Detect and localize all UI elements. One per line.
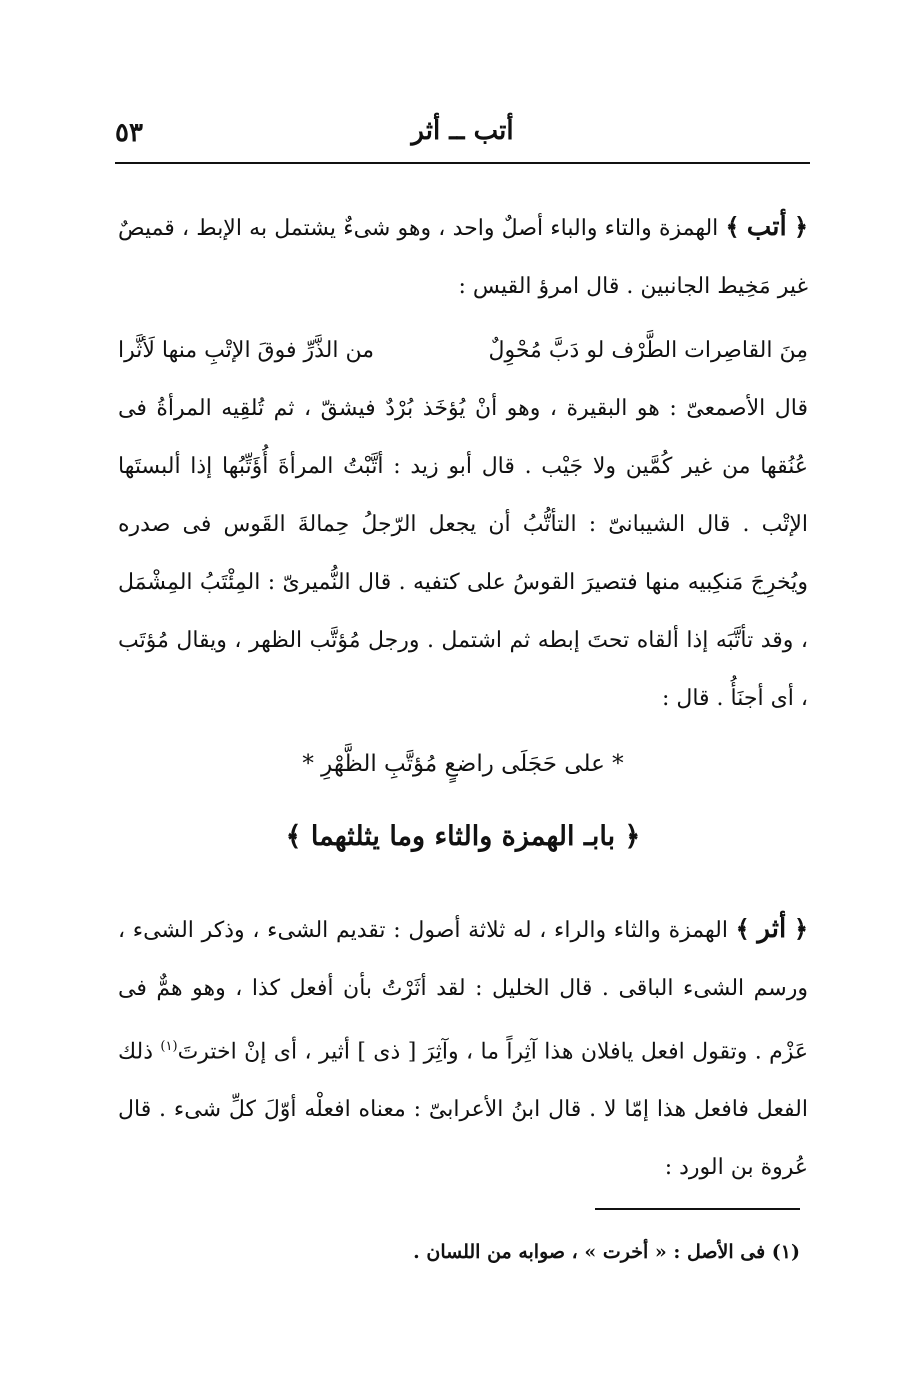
entry-athr: [118, 900, 808, 1197]
page-number: ٥٣: [115, 118, 143, 148]
running-title: أتب ــ أثر: [411, 116, 514, 146]
entry-atb-continuation: قال الأصمعىّ : هو البقيرة ، وهو أنْ يُؤخَذ بُرْدٌ فيشقّ ، ثم تُلقِيه المرأةُ فى عُنُقها من غير كُمَّين ولا جَيْب . قال أبو زيد : أتَّبْتُ المرأةَ أُؤَتِّبُها إذا ألبستَها الإتْب . قال الشيبانىّ : التأتُّبُ أن يجعل الرّجلُ حِمالةَ القَوس فى صدره ويُخرِجَ مَنكِبيه منها فتصيرَ القوسُ على كتفيه . قال النُّميرىّ : المِئْتَبُ المِشْمَل ، وقد تأتَّبَه إذا ألقاه تحتَ إبطه ثم اشتمل . ورجل مُؤتَّب الظهر ، ويقال مُؤتَب ، أى أجنَأُ . قال :: [118, 396, 808, 711]
close-bracket: ﴾: [725, 212, 740, 241]
close-bracket: ﴾: [735, 914, 750, 943]
entry-athr-text-part2: ذلك الفعل فافعل هذا إمّا لا . قال ابنُ الأعرابىّ : معناه افعلْه أوّلَ كلِّ شىء . قال عُروة بن الورد :: [118, 1039, 808, 1181]
verse-second-hemistich: من الذَّرِّ فوقَ الإتْبِ منها لَأثَّرا: [118, 338, 375, 363]
entry-atb-intro: [118, 198, 808, 316]
footnote: (١) فى الأصل : « أخرت » ، صوابه من اللسان .: [413, 1241, 800, 1263]
open-bracket: ﴿: [793, 212, 809, 241]
footnote-rule: [595, 1208, 800, 1210]
quoted-hemistich: * على حَجَلَى راضعٍ مُؤتَّبِ الظَّهْرِ *: [302, 751, 624, 777]
verse-first-hemistich: مِنَ القاصِرات الطَّرْف لو دَبَّ مُحْوِلٌ: [488, 338, 808, 363]
footnote-reference: (١): [160, 1039, 178, 1054]
section-heading: ﴿ بابـ الهمزة والثاء وما يثلثهما ﴾: [285, 821, 641, 852]
entry-atb-intro-text: الهمزة والتاء والباء أصلٌ واحد ، وهو شىءٌ يشتمل به الإبط ، قميصٌ غير مَخِيط الجانبين . قال امرؤ القيس :: [118, 216, 808, 299]
page-header: [115, 112, 810, 160]
entry-athr-text-part1: الهمزة والثاء والراء ، له ثلاثة أصول : تقديم الشىء ، وذكر الشىء ، ورسم الشىء الباقى . قال الخليل : لقد أثَرْتُ بأن أفعل كذا ، وهو همٌّ فى عَزْم . وتقول افعل يافلان هذا آثِراً ما ، وآثِرَ [ ذى ] أثير ، أى إنْ اخترتَ: [118, 918, 808, 1065]
headword-atb: أتب: [746, 212, 787, 242]
headword-athr: أثر: [757, 914, 787, 944]
header-rule: [115, 162, 810, 164]
open-bracket: ﴿: [793, 914, 808, 943]
poetry-verse: [118, 322, 808, 380]
